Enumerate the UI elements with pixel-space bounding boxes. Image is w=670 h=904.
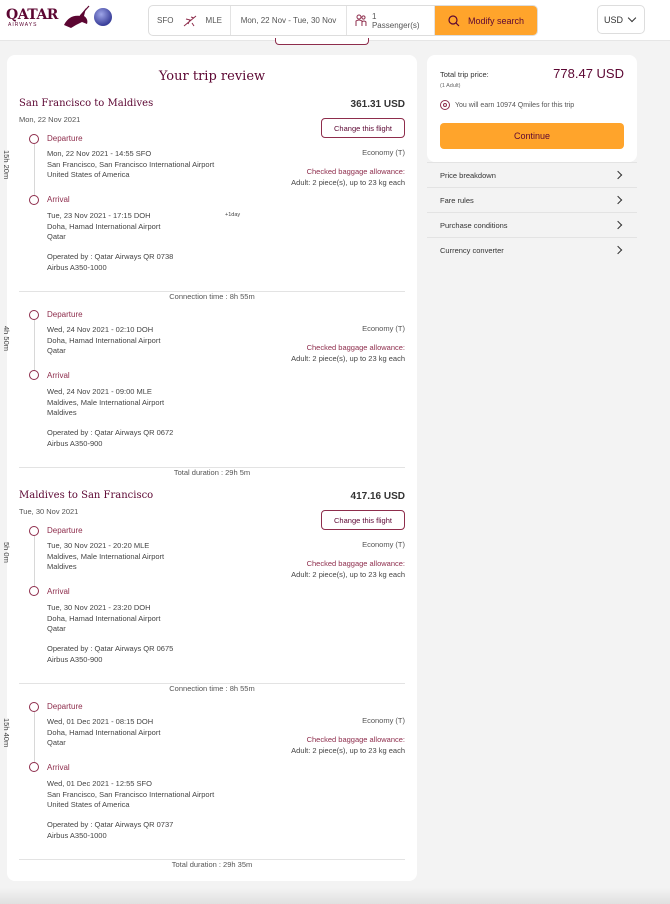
departure-airport: Doha, Hamad International Airport <box>47 335 161 345</box>
departure-country: Maldives <box>47 562 77 571</box>
link-label: Currency converter <box>440 245 504 255</box>
total-price: 778.47 USD <box>553 66 624 81</box>
oryx-icon <box>62 5 90 31</box>
operated-by: Operated by : Qatar Airways QR 0675 <box>47 644 174 653</box>
arrival-time: Wed, 24 Nov 2021 - 09:00 MLE <box>47 387 152 396</box>
segment-title: San Francisco to Maldives <box>19 98 154 109</box>
arrival-label: Arrival <box>47 587 70 596</box>
segment-title: Maldives to San Francisco <box>19 490 154 501</box>
departure-label: Departure <box>47 134 83 143</box>
departure-time: Wed, 01 Dec 2021 - 08:15 DOH <box>47 717 154 726</box>
baggage-allowance: Adult: 2 piece(s), up to 23 kg each <box>291 746 405 755</box>
trip-price-summary <box>427 55 637 162</box>
leg-duration: 15h 20m <box>2 150 11 180</box>
departure-label: Departure <box>47 310 83 319</box>
leg-timeline <box>34 320 35 372</box>
currency-selector[interactable] <box>597 5 645 34</box>
arrival-label: Arrival <box>47 763 70 772</box>
arrival-country: Qatar <box>47 624 66 633</box>
baggage-heading: Checked baggage allowance: <box>306 343 405 352</box>
arrival-time: Wed, 01 Dec 2021 - 12:55 SFO <box>47 779 152 788</box>
currency-value: USD <box>603 14 623 25</box>
qmiles-text: You will earn 10974 Qmiles for this trip <box>455 101 575 109</box>
segment-price: 361.31 USD <box>350 99 405 110</box>
change-flight-button[interactable]: Change this flight <box>321 118 405 138</box>
chevron-right-icon <box>614 171 622 179</box>
adult-count: (1 Adult) <box>440 83 461 89</box>
modify-search-label: Modify search <box>467 15 525 26</box>
aircraft-type: Airbus A350-1000 <box>47 830 107 840</box>
logo-text: QATAR <box>6 7 58 23</box>
connection-time: Connection time : 8h 55m <box>7 678 417 696</box>
arrival-label: Arrival <box>47 371 70 380</box>
total-duration: Total duration : 29h 5m <box>7 462 417 480</box>
logo-subtext: AIRWAYS <box>8 22 38 28</box>
origin-code: SFO <box>157 16 174 25</box>
cabin-class: Economy (T) <box>362 540 405 549</box>
arrival-marker-icon <box>29 370 39 380</box>
baggage-allowance: Adult: 2 piece(s), up to 23 kg each <box>291 178 405 187</box>
baggage-heading: Checked baggage allowance: <box>306 167 405 176</box>
departure-time: Tue, 30 Nov 2021 - 20:20 MLE <box>47 541 150 550</box>
cabin-class: Economy (T) <box>362 148 405 157</box>
departure-marker-icon <box>29 310 39 320</box>
page-title: Your trip review <box>158 69 266 84</box>
summary-links <box>427 162 637 262</box>
departure-country: United States of America <box>47 170 130 179</box>
leg-timeline <box>34 536 35 588</box>
top-header <box>0 0 670 41</box>
total-price-label: Total trip price: <box>440 70 489 79</box>
oneworld-icon <box>94 8 112 26</box>
chevron-down-icon <box>628 14 636 22</box>
arrival-time: Tue, 30 Nov 2021 - 23:20 DOH <box>47 603 151 612</box>
fare-rules-link[interactable] <box>427 187 637 212</box>
arrival-airport: Doha, Hamad International Airport <box>47 613 161 623</box>
leg-timeline <box>34 144 35 198</box>
segment-date: Mon, 22 Nov 2021 <box>19 115 81 124</box>
plane-route-icon <box>183 15 197 27</box>
arrival-airport: Doha, Hamad International Airport <box>47 221 161 231</box>
link-label: Purchase conditions <box>440 220 508 230</box>
operated-by: Operated by : Qatar Airways QR 0737 <box>47 820 174 829</box>
departure-country: Qatar <box>47 738 66 747</box>
arrival-time: Tue, 23 Nov 2021 - 17:15 DOH <box>47 211 151 220</box>
departure-marker-icon <box>29 702 39 712</box>
search-icon <box>448 15 460 27</box>
link-label: Price breakdown <box>440 170 496 180</box>
chevron-right-icon <box>614 196 622 204</box>
destination-code: MLE <box>205 16 222 25</box>
continue-button[interactable]: Continue <box>440 123 624 149</box>
change-flight-button[interactable]: Change this flight <box>321 510 405 530</box>
connection-time: Connection time : 8h 55m <box>7 286 417 304</box>
departure-airport: Doha, Hamad International Airport <box>47 727 161 737</box>
departure-airport: San Francisco, San Francisco International Airport <box>47 159 215 169</box>
segment-price: 417.16 USD <box>350 491 405 502</box>
price-breakdown-link[interactable] <box>427 162 637 187</box>
trip-review-card <box>2 55 417 881</box>
segment-date: Tue, 30 Nov 2021 <box>19 507 79 516</box>
arrival-marker-icon <box>29 586 39 596</box>
qmiles-info <box>440 100 574 110</box>
departure-time: Mon, 22 Nov 2021 - 14:55 SFO <box>47 149 152 158</box>
qatar-airways-logo[interactable] <box>6 5 90 35</box>
departure-country: Qatar <box>47 346 66 355</box>
departure-marker-icon <box>29 526 39 536</box>
currency-converter-link[interactable] <box>427 237 637 262</box>
arrival-country: Maldives <box>47 408 77 417</box>
purchase-conditions-link[interactable] <box>427 212 637 237</box>
arrival-country: Qatar <box>47 232 66 241</box>
passenger-count: 1 Passenger(s) <box>371 11 420 30</box>
aircraft-type: Airbus A350-900 <box>47 654 103 664</box>
departure-label: Departure <box>47 702 83 711</box>
link-label: Fare rules <box>440 195 474 205</box>
arrival-label: Arrival <box>47 195 70 204</box>
qmiles-icon <box>440 100 450 110</box>
passengers-icon <box>355 14 367 27</box>
modify-search-button[interactable] <box>435 6 537 35</box>
departure-label: Departure <box>47 526 83 535</box>
page-footer-shadow <box>0 888 670 904</box>
search-summary-bar <box>148 5 538 36</box>
arrival-marker-icon <box>29 195 39 205</box>
leg-duration: 15h 40m <box>2 718 11 748</box>
baggage-heading: Checked baggage allowance: <box>306 559 405 568</box>
baggage-allowance: Adult: 2 piece(s), up to 23 kg each <box>291 354 405 363</box>
route-field[interactable] <box>149 6 231 35</box>
chevron-right-icon <box>614 221 622 229</box>
arrival-airport: Maldives, Male International Airport <box>47 397 165 407</box>
passengers-field[interactable] <box>347 6 435 35</box>
baggage-allowance: Adult: 2 piece(s), up to 23 kg each <box>291 570 405 579</box>
departure-marker-icon <box>29 134 39 144</box>
dates-field[interactable] <box>231 6 347 35</box>
plus-day-badge: +1day <box>225 212 241 218</box>
departure-time: Wed, 24 Nov 2021 - 02:10 DOH <box>47 325 154 334</box>
travel-dates: Mon, 22 Nov - Tue, 30 Nov <box>240 16 337 25</box>
arrival-country: United States of America <box>47 800 130 809</box>
leg-duration: 4h 50m <box>2 326 11 352</box>
total-duration: Total duration : 29h 35m <box>7 854 417 872</box>
departure-airport: Maldives, Male International Airport <box>47 551 165 561</box>
chevron-right-icon <box>614 246 622 254</box>
operated-by: Operated by : Qatar Airways QR 0672 <box>47 428 174 437</box>
aircraft-type: Airbus A350-1000 <box>47 262 107 272</box>
leg-timeline <box>34 712 35 764</box>
leg-duration: 5h 0m <box>2 542 11 563</box>
collapsed-panel-tab[interactable] <box>275 38 369 45</box>
cabin-class: Economy (T) <box>362 324 405 333</box>
arrival-marker-icon <box>29 762 39 772</box>
baggage-heading: Checked baggage allowance: <box>306 735 405 744</box>
cabin-class: Economy (T) <box>362 716 405 725</box>
operated-by: Operated by : Qatar Airways QR 0738 <box>47 252 174 261</box>
arrival-airport: San Francisco, San Francisco International Airport <box>47 789 215 799</box>
aircraft-type: Airbus A350-900 <box>47 438 103 448</box>
